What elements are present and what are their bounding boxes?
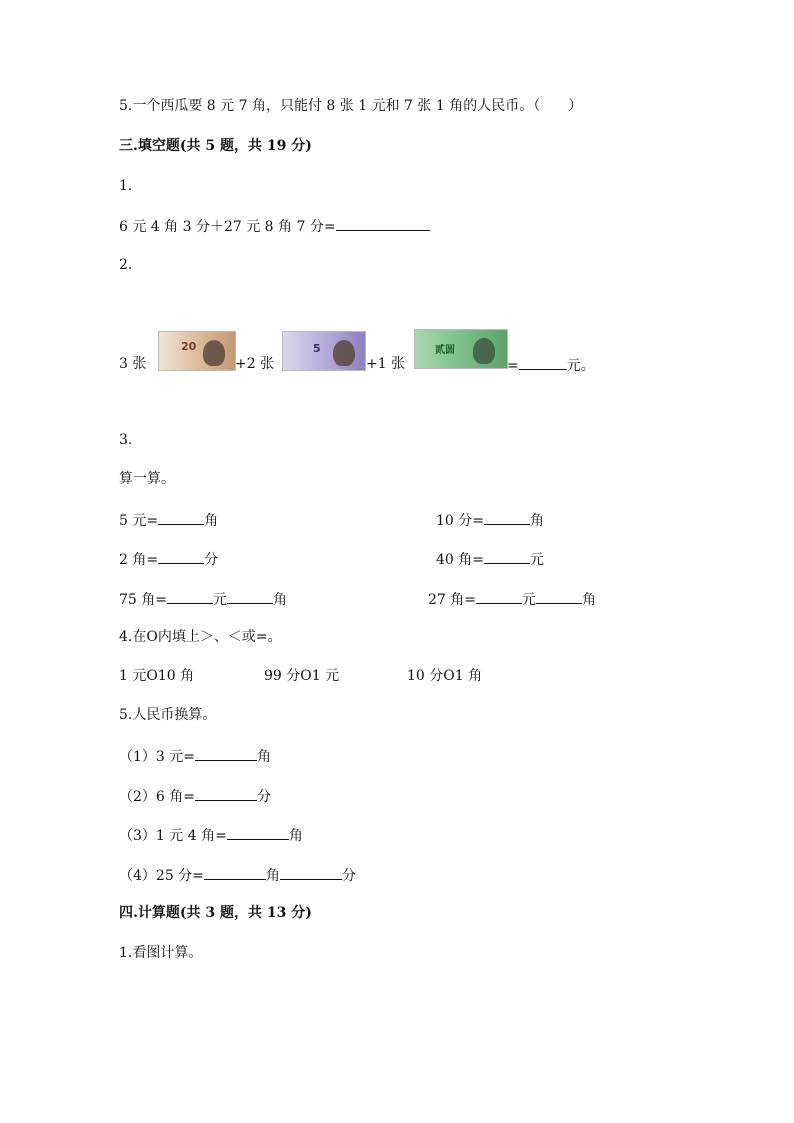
q2-unit: 元。 <box>566 358 595 374</box>
q2-answer-blank[interactable] <box>519 355 567 370</box>
q5-item-4-text: （4）25 分= <box>119 868 204 884</box>
q5-item-1 <box>119 746 271 766</box>
q2-part3: +1 张 <box>366 356 406 372</box>
q5-item-2 <box>119 786 271 806</box>
q3-row2-left <box>119 549 218 569</box>
q3-row1-right <box>436 510 544 530</box>
q3-r3-left-unit2: 角 <box>273 592 287 608</box>
q4-title: 4.在O内填上＞、＜或=。 <box>119 629 282 645</box>
q1-line <box>119 216 430 236</box>
q3-r1-right-unit: 角 <box>530 513 544 529</box>
q3-r3-right-blank1[interactable] <box>476 589 522 604</box>
q3-r1-left-blank[interactable] <box>158 510 204 525</box>
q3-r1-right-text: 10 分= <box>436 513 484 529</box>
q3-number: 3. <box>119 432 133 448</box>
q2-number: 2. <box>119 257 133 273</box>
q4-item-3: 10 分O1 角 <box>407 668 483 684</box>
q5-title: 5.人民币换算。 <box>119 707 217 723</box>
q5-item-2-blank[interactable] <box>195 786 257 801</box>
section-4-title: 四.计算题(共 3 题，共 13 分) <box>119 905 312 921</box>
q5-item-3-unit: 角 <box>288 828 303 844</box>
q5-item-4-blank2[interactable] <box>280 865 342 880</box>
q3-r2-left-unit: 分 <box>204 552 219 568</box>
q3-r3-left-blank2[interactable] <box>227 589 273 604</box>
q5-item-2-text: （2）6 角= <box>119 789 195 805</box>
q3-r1-left-text: 5 元= <box>119 513 159 529</box>
q3-r3-right-unit1: 元 <box>522 592 536 608</box>
q3-row3-right <box>428 589 596 609</box>
q2-part2: +2 张 <box>235 356 275 372</box>
q3-r3-right-unit2: 角 <box>582 592 596 608</box>
q4-item-2: 99 分O1 元 <box>264 668 340 684</box>
calc-question-1: 1.看图计算。 <box>119 945 203 961</box>
q5-item-4-blank1[interactable] <box>204 865 266 880</box>
section-3-title: 三.填空题(共 5 题，共 19 分) <box>119 138 312 154</box>
q5-item-1-blank[interactable] <box>195 746 257 761</box>
q5-item-1-text: （1）3 元= <box>119 749 195 765</box>
q3-r3-left-unit1: 元 <box>213 592 227 608</box>
q5-item-3-blank[interactable] <box>227 825 289 840</box>
q4-item-1: 1 元O10 角 <box>119 668 195 684</box>
q5-item-4-unit2: 分 <box>341 868 356 884</box>
q3-row3-left <box>119 589 287 609</box>
q3-r2-right-unit: 元 <box>530 552 544 568</box>
q3-r3-left-blank1[interactable] <box>167 589 213 604</box>
q3-r2-right-text: 40 角= <box>436 552 484 568</box>
q5-item-4-unit1: 角 <box>265 868 280 884</box>
q3-r2-right-blank[interactable] <box>484 549 530 564</box>
q3-r2-left-text: 2 角= <box>119 552 159 568</box>
q1-number: 1. <box>119 178 133 194</box>
q5-item-1-unit: 角 <box>257 749 271 765</box>
q3-r2-left-blank[interactable] <box>158 549 204 564</box>
q5-item-4 <box>119 865 356 885</box>
2-yuan-bill-image: 贰圆 <box>414 329 508 369</box>
q2-part1: 3 张 <box>119 356 147 372</box>
q5-item-3 <box>119 825 303 845</box>
q2-answer-line <box>507 355 595 375</box>
q1-expression: 6 元 4 角 3 分＋27 元 8 角 7 分= <box>119 219 336 235</box>
q5-item-3-text: （3）1 元 4 角= <box>119 828 227 844</box>
20-yuan-bill-image: 20 <box>158 331 236 371</box>
q1-answer-blank[interactable] <box>336 216 430 231</box>
q3-r3-left-text: 75 角= <box>119 592 167 608</box>
judge-question-5: 5.一个西瓜要 8 元 7 角，只能付 8 张 1 元和 7 张 1 角的人民币。（ ） <box>119 98 583 114</box>
q3-row1-left <box>119 510 218 530</box>
q3-row2-right <box>436 549 544 569</box>
5-yuan-bill-image: 5 <box>282 331 366 371</box>
q3-r3-right-text: 27 角= <box>428 592 476 608</box>
q3-r1-left-unit: 角 <box>204 513 219 529</box>
q5-item-2-unit: 分 <box>257 789 271 805</box>
q3-r3-right-blank2[interactable] <box>536 589 582 604</box>
q3-r1-right-blank[interactable] <box>484 510 530 525</box>
q3-instruction: 算一算。 <box>119 471 175 487</box>
q2-equals: = <box>507 358 519 374</box>
